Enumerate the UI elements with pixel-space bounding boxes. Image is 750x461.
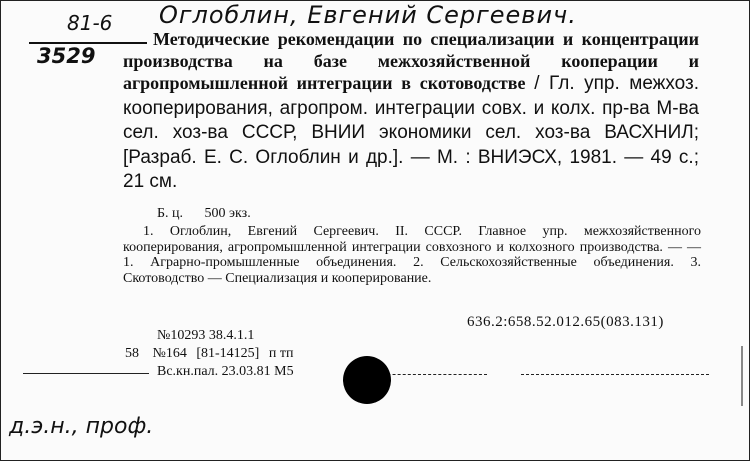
order-prefix: 58	[125, 346, 139, 361]
book-title: Методические рекомендации по специализации и концентрации производства на базе межхозяйственной кооперации и агропромышленной интеграции в скотоводстве	[123, 29, 699, 94]
book-chamber-line: Вс.кн.пал. 23.03.81 М5	[157, 364, 294, 379]
divider-left	[23, 373, 149, 374]
tracing-text: 1. Оглоблин, Евгений Сергеевич. II. СССР. Главное упр. межхозяйственного кооперирования, агропромышленной интеграции совхозного и колхозного производства. — — 1. Аграрно-промышленные объединения. 2. Сельскохозяйственные объединения. 3. Скотоводство — Специализация и кооперирование.	[123, 224, 701, 286]
punch-hole	[343, 356, 391, 404]
edge-mark	[741, 346, 743, 406]
description-body	[123, 29, 699, 195]
order-suffix: п тп	[268, 346, 294, 361]
handwritten-author: Оглоблин, Евгений Сергеевич.	[159, 1, 577, 29]
price: Б. ц.	[157, 206, 184, 221]
handwritten-footer-note: д.э.н., проф.	[9, 414, 154, 439]
order-line	[125, 346, 299, 362]
udc-code: 636.2:658.52.012.65(083.131)	[467, 314, 664, 330]
tracing-block	[123, 224, 701, 286]
divider-right	[521, 374, 709, 375]
registration-number: №10293 38.4.1.1	[157, 328, 255, 343]
print-run: 500 экз.	[204, 206, 251, 221]
handwritten-shelf-code-top: 81-6	[67, 11, 113, 35]
imprint-text: / Гл. упр. межхоз. кооперирования, агропром. интеграции совх. и колх. пр-ва М-ва сел. хоз-ва СССР, ВНИИ экономики сел. хоз-ва ВАСХНИЛ; [Разраб. Е. С. Оглоблин и др.]. — М. : ВНИЭСХ, 1981. — 49 с.; 21 см.	[123, 73, 700, 193]
handwritten-shelf-code-bottom: 3529	[37, 44, 96, 68]
bibliographic-description	[123, 29, 699, 195]
order-code: [81-14125]	[196, 346, 260, 361]
order-number: №164	[152, 346, 187, 361]
price-line	[157, 206, 269, 222]
